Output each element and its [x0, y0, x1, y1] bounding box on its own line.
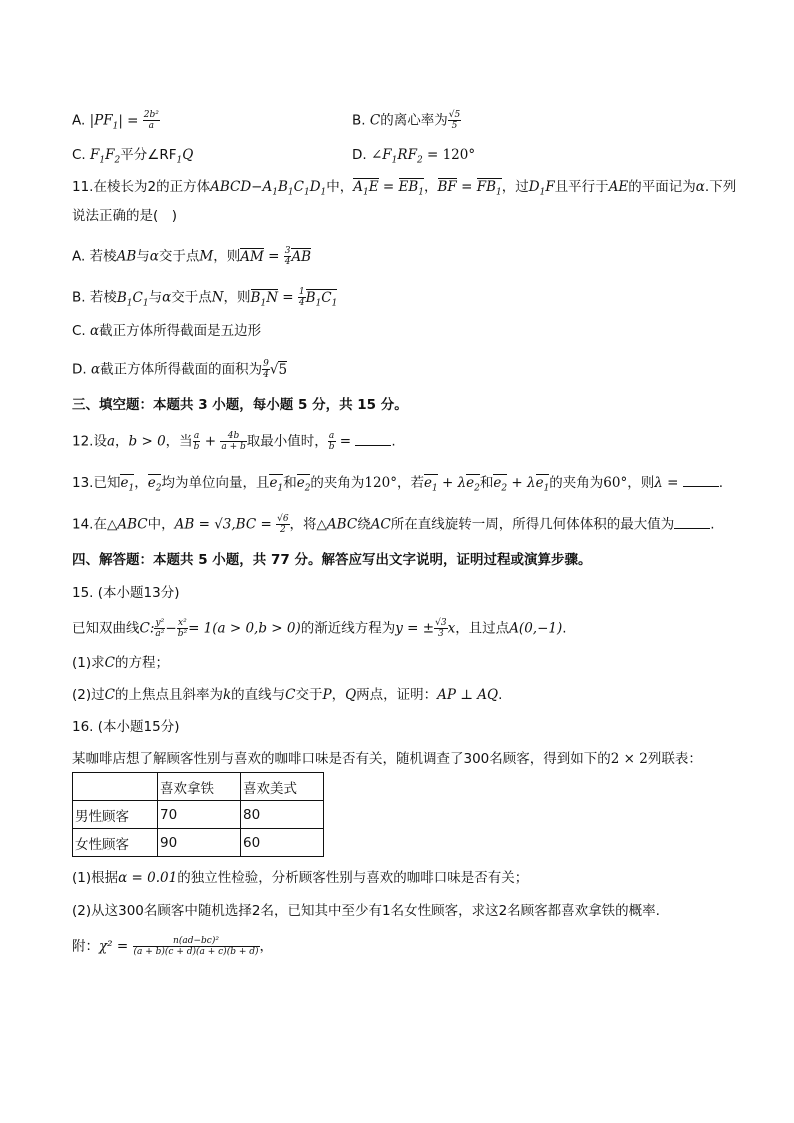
math-expr: A(0,−1)	[509, 620, 563, 637]
q14-stem: 14.在△ABC中，AB = √3,BC = $\frac{√6}{2}$ ，将△ABC绕AC所在直线旋转一周，所得几何体体积的最大值为 .	[72, 514, 715, 535]
q16-part1	[72, 869, 528, 887]
table-header-americano: 喜欢美式	[241, 773, 324, 801]
radicand: 5	[278, 361, 288, 378]
q16-stem	[72, 750, 702, 768]
q15-part1: (1)求C的方程；	[72, 655, 169, 671]
stem-text: ，	[115, 433, 129, 450]
math-expr: = 120°	[426, 147, 476, 163]
part-text: 的直线与	[231, 687, 286, 703]
stem-text: 某咖啡店想了解顾客性别与喜欢的咖啡口味是否有关，随机调查了300名顾客，得到如下的	[72, 751, 611, 767]
part-text: 的上焦点且斜率为	[114, 687, 223, 703]
stem-text: 取最小值时，	[246, 433, 328, 450]
contingency-table	[72, 772, 324, 857]
q16-part2: (2)从这300名顾客中随机选择2名，已知其中至少有1名女性顾客，求这2名顾客都喜欢拿铁的概率.	[72, 903, 660, 919]
stem-text: 在棱长为2的正方体	[93, 179, 211, 195]
option-label: B.	[352, 112, 366, 129]
q16-appendix	[72, 936, 273, 957]
math-expr: α = 0.01	[118, 870, 178, 886]
table-header-row	[73, 773, 324, 801]
answer-blank[interactable]	[683, 474, 719, 487]
part-text: 两点，证明：	[356, 687, 438, 703]
stem-text: 且平行于	[554, 179, 609, 195]
stem-text: 所在直线旋转一周，所得几何体体积的最大值为	[390, 516, 675, 533]
part-text: .	[498, 687, 503, 703]
question-number: 14.	[72, 516, 94, 533]
math-var: C	[369, 112, 381, 129]
table-cell	[73, 773, 158, 801]
appendix-text: ，	[259, 938, 273, 955]
stem-text: ，若	[396, 475, 424, 491]
table-row	[73, 829, 324, 857]
math-expr: χ² =	[99, 938, 133, 955]
appendix-label: 附：	[72, 938, 99, 955]
option-label: A.	[72, 112, 86, 129]
stem-text: 绕	[357, 516, 371, 533]
stem-text: ，当	[165, 433, 193, 450]
math-expr: △ABC	[106, 516, 148, 533]
stem-text: 均为单位向量，且	[161, 475, 270, 491]
section-heading-fill-in: 三、填空题：本题共 3 小题，每小题 5 分，共 15 分。	[72, 397, 408, 413]
stem-text: 中，	[326, 179, 354, 195]
q10-option-d: D. $\angle F_1RF_2 = 120^\circ$	[352, 147, 476, 166]
q11-stem-line1: 11.在棱长为2的正方体$ABCD-A_1B_1C_1D_1$中，$A_1E = EB_1$，BF = $FB_1$，过$D_1F$且平行于AE的平面记为α.下列	[72, 179, 737, 198]
option-text: 交于点	[158, 248, 200, 265]
question-number: 12.	[72, 433, 94, 450]
stem-text: .	[710, 516, 715, 533]
question-number: 13.	[72, 475, 94, 491]
math-expr: b > 0	[128, 433, 166, 450]
stem-text: 设	[93, 433, 107, 450]
stem-text: 和	[283, 475, 297, 491]
option-label: D.	[72, 361, 87, 378]
q10-option-c: C. $F_1F_2$平分$\angle RF_1Q$	[72, 147, 194, 166]
fraction: $\frac{√5}{5}$	[448, 110, 461, 131]
stem-text: 已知双曲线	[72, 620, 140, 637]
option-label: B. 若棱	[72, 289, 117, 306]
q11-option-c: C. α截正方体所得截面是五边形	[72, 323, 262, 339]
math-expr: =	[335, 433, 356, 450]
math-expr: AP ⊥ AQ	[437, 687, 499, 703]
stem-text: ，过	[501, 179, 529, 195]
chi-square-formula: $\frac{\text{n(ad−bc)²}}{(a + b)(c + d)(a + c)(b + d)}$	[133, 936, 259, 957]
option-label: A. 若棱	[72, 248, 117, 265]
stem-text: 和	[479, 475, 494, 491]
math-expr: |PF	[89, 112, 113, 129]
stem-text: .	[718, 475, 723, 491]
q10-option-a: A. $|PF_1|$ = $\frac{\text{2b²}}{a}$	[72, 110, 159, 132]
math-expr: =	[662, 475, 683, 491]
part-text: (1)根据	[72, 870, 119, 886]
option-label: C.	[72, 323, 86, 339]
math-expr: ABCD−A	[210, 179, 273, 195]
section-heading-solution: 四、解答题：本题共 5 小题，共 77 分。解答应写出文字说明，证明过程或演算步骤。	[72, 552, 592, 568]
math-expr: ∠F	[370, 147, 392, 163]
table-cell: 80	[241, 801, 324, 829]
math-expr: 60°	[603, 475, 628, 491]
stem-text: 已知	[93, 475, 121, 491]
option-label: D.	[352, 147, 367, 163]
fraction: $\frac{1}{4}$	[298, 287, 305, 308]
stem-text: ，	[134, 475, 148, 491]
stem-text: 列联表：	[647, 751, 702, 767]
q12-stem: 12.设a，b > 0，当 $\frac{a}{b}$ + $\frac{4b}{a + b}$ 取最小值时， $\frac{a}{b}$ = .	[72, 431, 396, 452]
option-text: 交于点	[171, 289, 212, 306]
stem-text: 的平面记为	[628, 179, 696, 195]
q15-stem: 已知双曲线C: $\frac{\text{y²}}{\text{a²}}$ − $\frac{\text{x²}}{\text{b²}}$ = 1(a > 0,b > 0)的渐近线方程为y = ± $\frac{√3}{3}$ x，且过点A(0,−1).	[72, 618, 567, 639]
stem-text: 在	[93, 516, 107, 533]
q13-stem: 13.已知$e_1$，$e_2$均为单位向量，且$e_1$和$e_2$的夹角为120°，若$e_1 + \lambda e_2$和$e_2 + \lambda e_1$的夹角为60°，则λ = .	[72, 475, 723, 494]
table-cell: 男性顾客	[73, 801, 158, 829]
part-text: 的独立性检验，分析顾客性别与喜欢的咖啡口味是否有关；	[177, 870, 529, 886]
stem-text: .	[391, 433, 396, 450]
fraction: $\frac{9}{4}$	[263, 359, 269, 380]
table-row	[73, 801, 324, 829]
table-cell: 90	[158, 829, 241, 857]
table-header-latte: 喜欢拿铁	[158, 773, 241, 801]
option-text: 截正方体所得截面的面积为	[100, 361, 263, 378]
math-expr: 120°	[364, 475, 397, 491]
q11-option-a: A. 若棱AB与α交于点M，则AM = $\frac{3}{4}$ AB	[72, 246, 312, 267]
math-var: x	[447, 620, 456, 637]
part-text: (1)求	[72, 655, 105, 671]
option-label: C.	[72, 147, 86, 163]
answer-blank[interactable]	[674, 516, 710, 529]
option-text: ，则	[223, 289, 251, 306]
stem-text: ，则	[627, 475, 655, 491]
stem-text: ，将	[289, 516, 317, 533]
stem-text: 中，	[147, 516, 175, 533]
part-text: ，	[331, 687, 346, 703]
option-text: 平分∠RF	[120, 147, 177, 163]
math-var: λ	[654, 475, 663, 491]
option-text: 截正方体所得截面是五边形	[99, 323, 262, 339]
part-text: 交于	[295, 687, 323, 703]
stem-text: 的夹角为	[549, 475, 604, 491]
part-text: (2)过	[72, 687, 105, 703]
answer-blank[interactable]	[355, 433, 391, 446]
option-text: ，则	[213, 248, 241, 265]
math-expr: = 1(a > 0,b > 0)	[188, 620, 301, 637]
math-expr: AB = √3,BC =	[174, 516, 277, 533]
fraction: $\frac{\text{2b²}}{a}$	[143, 110, 159, 131]
table-cell: 60	[241, 829, 324, 857]
math-expr: 2 × 2	[610, 751, 648, 767]
math-expr: y = ±	[395, 620, 435, 637]
option-text: 与	[136, 248, 150, 265]
part-text: 的方程；	[114, 655, 169, 671]
option-text: 的离心率为	[380, 112, 448, 129]
q16-header: 16. (本小题15分)	[72, 719, 180, 735]
q11-stem-line2: 说法正确的是( )	[72, 208, 178, 224]
option-text: 与	[148, 289, 163, 306]
stem-text: ，且过点	[455, 620, 510, 637]
stem-text: .	[562, 620, 567, 637]
q15-header: 15. (本小题13分)	[72, 585, 180, 601]
q10-option-b	[352, 110, 461, 131]
fraction: $\frac{3}{4}$	[284, 246, 291, 267]
table-cell: 70	[158, 801, 241, 829]
q15-part2: (2)过C的上焦点且斜率为k的直线与C交于P，Q两点，证明：AP ⊥ AQ.	[72, 687, 503, 703]
math-expr: △ABC	[316, 516, 358, 533]
stem-text: .下列	[704, 179, 737, 195]
stem-text: 的夹角为	[310, 475, 365, 491]
q11-option-b: B. 若棱$B_1C_1$与α交于点N，则$B_1N$ = $\frac{1}{4}$ $B_1C_1$	[72, 287, 338, 309]
stem-text: 的渐近线方程为	[300, 620, 396, 637]
question-number: 11.	[72, 179, 94, 195]
q11-option-d: D. α截正方体所得截面的面积为 $\frac{9}{4}$ √5	[72, 359, 288, 380]
table-cell: 女性顾客	[73, 829, 158, 857]
